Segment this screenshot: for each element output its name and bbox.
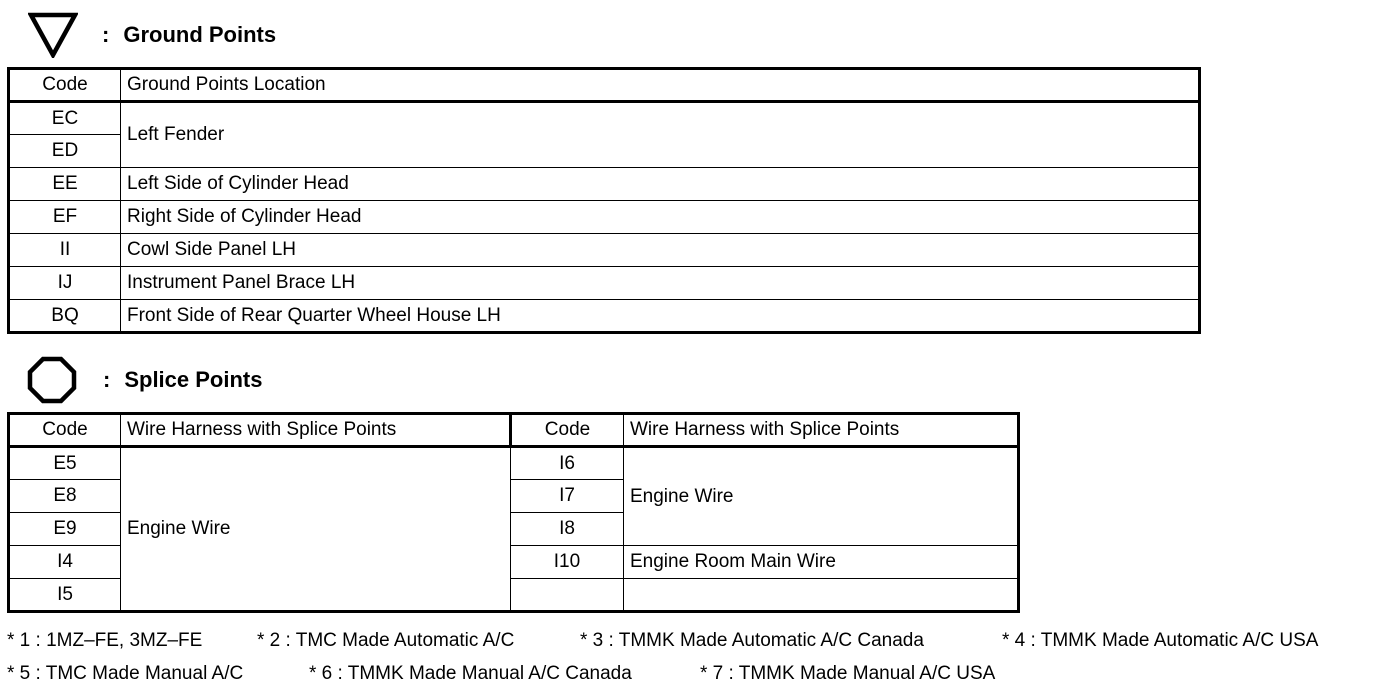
ground-code-cell: IJ (9, 267, 121, 300)
ground-code-cell: II (9, 234, 121, 267)
table-row (9, 168, 1200, 201)
ground-header-location: Ground Points Location (121, 69, 1200, 102)
ground-points-title: Ground Points (123, 22, 277, 47)
ground-points-colon: : (102, 22, 110, 47)
table-row (9, 102, 1200, 135)
splice-code-cell: I4 (9, 546, 121, 579)
splice-points-table (7, 412, 1020, 613)
footnote: * 3 : TMMK Made Automatic A/C Canada (580, 630, 924, 651)
splice-harness-cell: Engine Room Main Wire (624, 546, 1019, 579)
table-row (9, 300, 1200, 333)
ground-code-cell: EF (9, 201, 121, 234)
ground-code-cell: EE (9, 168, 121, 201)
splice-points-heading (27, 356, 262, 404)
splice-code-cell: I10 (511, 546, 624, 579)
footnote: * 2 : TMC Made Automatic A/C (257, 630, 515, 651)
ground-header-code: Code (9, 69, 121, 102)
ground-points-heading (28, 12, 276, 58)
ground-location-cell: Left Fender (121, 102, 1200, 168)
splice-code-cell: E9 (9, 513, 121, 546)
splice-header-code-left: Code (9, 414, 121, 447)
ground-location-cell: Cowl Side Panel LH (121, 234, 1200, 267)
splice-code-cell: I5 (9, 579, 121, 612)
splice-points-colon: : (103, 367, 111, 392)
footnote: * 7 : TMMK Made Manual A/C USA (700, 663, 996, 684)
ground-location-cell: Right Side of Cylinder Head (121, 201, 1200, 234)
footnote: * 1 : 1MZ–FE, 3MZ–FE (7, 630, 203, 651)
splice-harness-cell: Engine Wire (624, 447, 1019, 546)
splice-points-title: Splice Points (124, 367, 263, 392)
table-row (9, 447, 1019, 480)
table-row (9, 234, 1200, 267)
splice-header-harness-left: Wire Harness with Splice Points (121, 414, 511, 447)
ground-location-cell: Front Side of Rear Quarter Wheel House LH (121, 300, 1200, 333)
octagon-icon (27, 356, 77, 404)
splice-code-cell: I6 (511, 447, 624, 480)
splice-header-code-right: Code (511, 414, 624, 447)
down-triangle-icon (28, 12, 78, 58)
splice-header-harness-right: Wire Harness with Splice Points (624, 414, 1019, 447)
splice-harness-cell: Engine Wire (121, 447, 511, 612)
splice-empty-cell (511, 579, 624, 612)
footnote: * 5 : TMC Made Manual A/C (7, 663, 244, 684)
splice-table-header-row (9, 414, 1019, 447)
footnote: * 4 : TMMK Made Automatic A/C USA (1002, 630, 1319, 651)
splice-code-cell: I7 (511, 480, 624, 513)
footnotes-line-2 (7, 663, 1367, 687)
footnotes-line-1 (7, 630, 1367, 654)
ground-code-cell: BQ (9, 300, 121, 333)
splice-code-cell: I8 (511, 513, 624, 546)
splice-code-cell: E8 (9, 480, 121, 513)
footnote: * 6 : TMMK Made Manual A/C Canada (309, 663, 632, 684)
ground-code-cell: ED (9, 135, 121, 168)
ground-location-cell: Instrument Panel Brace LH (121, 267, 1200, 300)
ground-table-header-row (9, 69, 1200, 102)
splice-code-cell: E5 (9, 447, 121, 480)
ground-points-table (7, 67, 1201, 334)
table-row (9, 201, 1200, 234)
table-row (9, 267, 1200, 300)
ground-location-cell: Left Side of Cylinder Head (121, 168, 1200, 201)
splice-empty-cell (624, 579, 1019, 612)
ground-code-cell: EC (9, 102, 121, 135)
